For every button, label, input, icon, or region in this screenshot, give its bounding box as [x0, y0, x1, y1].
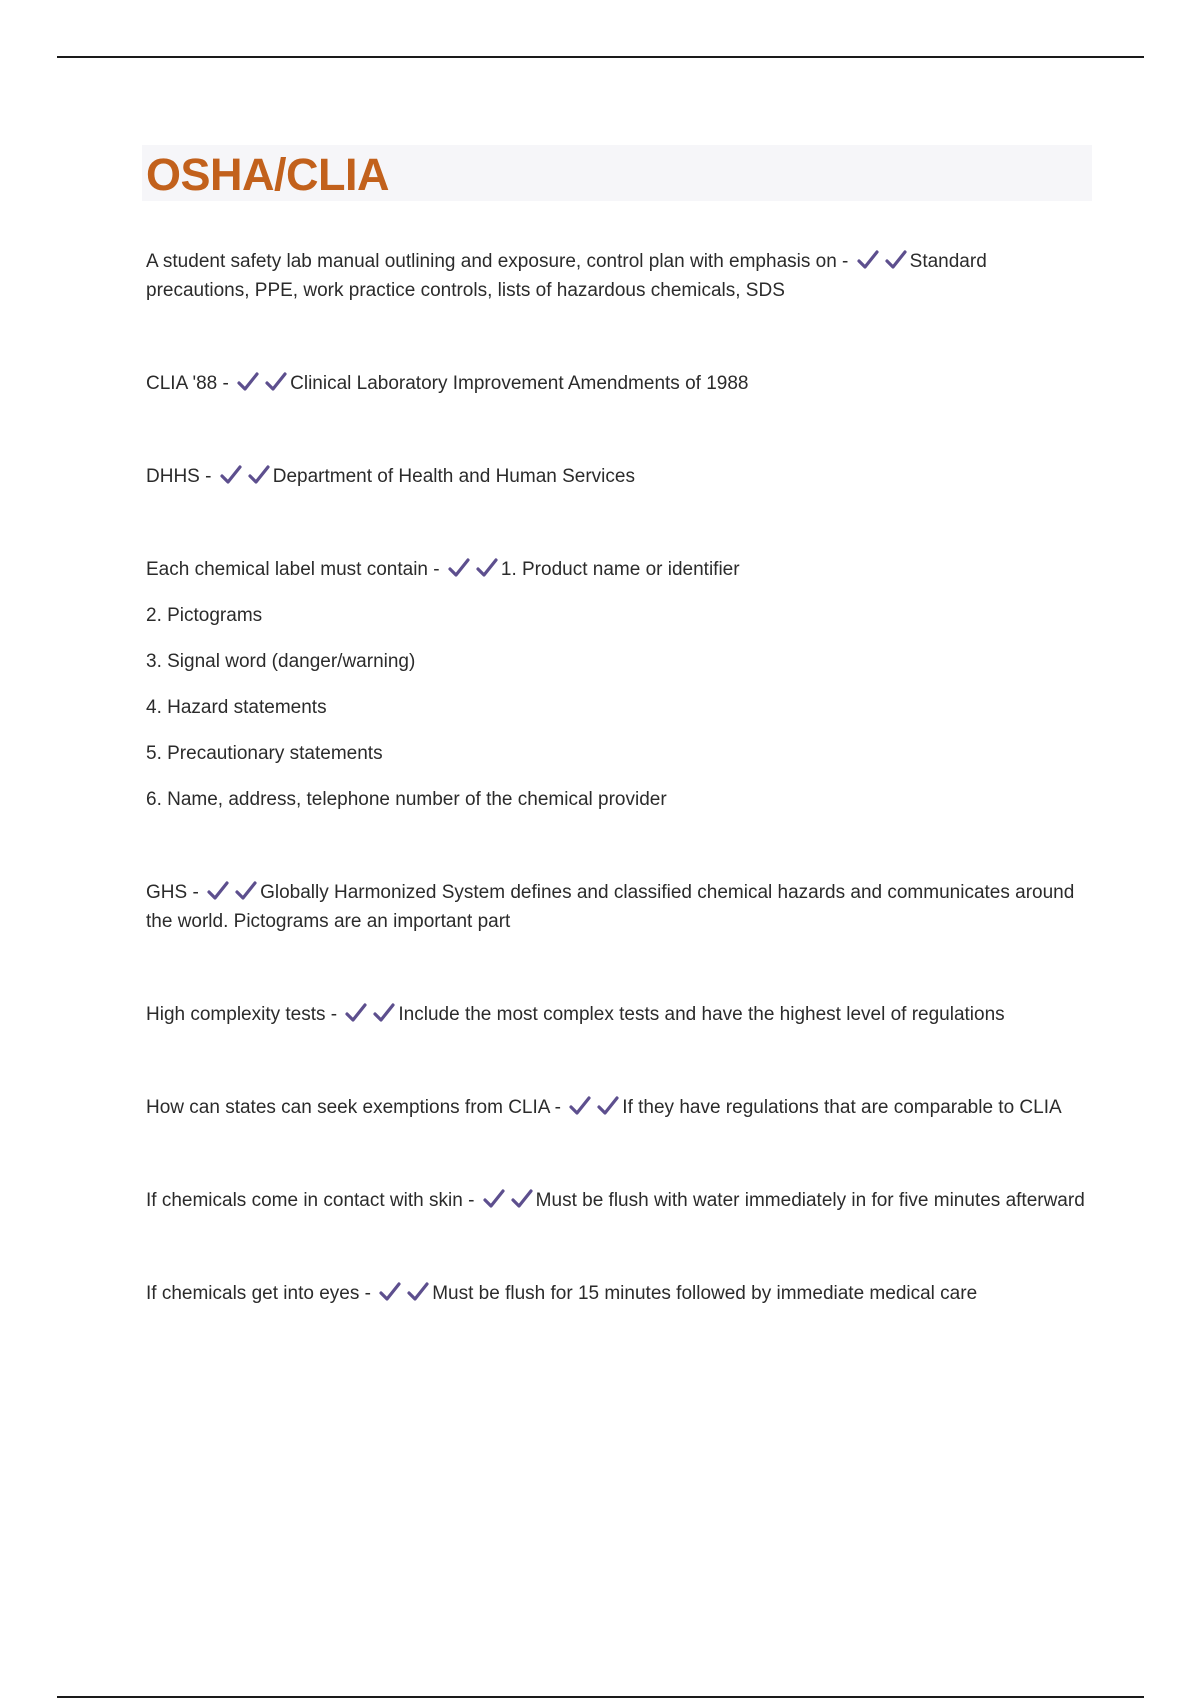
checkmark-icon — [220, 465, 242, 485]
flashcard-term: If chemicals come in contact with skin - — [146, 1190, 475, 1211]
checkmark-icon — [248, 465, 270, 485]
flashcard-line — [146, 462, 1091, 491]
checkmark-icon — [885, 250, 907, 270]
double-check-marks — [445, 559, 501, 580]
flashcard-line — [146, 555, 1091, 584]
double-check-marks — [217, 466, 273, 487]
double-check-marks — [234, 373, 290, 394]
flashcard-line — [146, 247, 1091, 305]
double-check-marks — [480, 1190, 536, 1211]
flashcard-answer: Must be flush for 15 minutes followed by immediate medical care — [432, 1283, 978, 1304]
flashcard — [146, 878, 1091, 936]
flashcard-answer: 1. Product name or identifier — [500, 559, 740, 580]
checkmark-icon — [237, 372, 259, 392]
flashcard-line — [146, 878, 1091, 936]
double-check-marks — [376, 1283, 432, 1304]
checkmark-icon — [476, 558, 498, 578]
checkmark-icon — [345, 1003, 367, 1023]
label-requirement-item: 3. Signal word (danger/warning) — [146, 651, 416, 672]
flashcard-term: If chemicals get into eyes - — [146, 1283, 371, 1304]
flashcard-line — [146, 1279, 1091, 1308]
flashcard-term: CLIA '88 - — [146, 373, 229, 394]
footer-rule — [57, 1696, 1144, 1698]
flashcard-answer: Clinical Laboratory Improvement Amendments of 1988 — [290, 373, 749, 394]
flashcard-line — [146, 1186, 1091, 1215]
double-check-marks — [204, 882, 260, 903]
double-check-marks — [566, 1097, 622, 1118]
label-requirement-item: 2. Pictograms — [146, 605, 263, 626]
double-check-marks — [342, 1004, 398, 1025]
flashcard — [146, 1093, 1091, 1122]
flashcard-list — [146, 247, 1091, 1308]
flashcard — [146, 1279, 1091, 1308]
document-title: OSHA/CLIA — [146, 149, 389, 200]
flashcard-term: DHHS - — [146, 466, 212, 487]
flashcard-answer: Department of Health and Human Services — [272, 466, 635, 487]
double-check-marks — [854, 251, 910, 272]
checkmark-icon — [207, 881, 229, 901]
flashcard — [146, 247, 1091, 305]
flashcard-answer: Globally Harmonized System defines and classified chemical hazards and communicates around the world. Pictograms are an important part — [146, 882, 1075, 932]
checkmark-icon — [373, 1003, 395, 1023]
checkmark-icon — [379, 1282, 401, 1302]
flashcard-line — [146, 1093, 1091, 1122]
flashcard — [146, 555, 1091, 814]
flashcard-answer: Must be flush with water immediately in for five minutes afterward — [535, 1190, 1085, 1211]
header-rule — [57, 56, 1144, 58]
flashcard-line — [146, 1000, 1091, 1029]
flashcard-term: High complexity tests - — [146, 1004, 338, 1025]
checkmark-icon — [448, 558, 470, 578]
checkmark-icon — [569, 1096, 591, 1116]
checkmark-icon — [483, 1189, 505, 1209]
label-requirement-item: 6. Name, address, telephone number of the chemical provider — [146, 789, 667, 810]
flashcard — [146, 1186, 1091, 1215]
flashcard — [146, 369, 1091, 398]
flashcard-answer: Standard precautions, PPE, work practice controls, lists of hazardous chemicals, SDS — [146, 251, 987, 301]
label-requirement-item: 4. Hazard statements — [146, 697, 327, 718]
flashcard-answer: Include the most complex tests and have the highest level of regulations — [398, 1004, 1005, 1025]
flashcard-term: How can states can seek exemptions from CLIA - — [146, 1097, 562, 1118]
flashcard — [146, 462, 1091, 491]
flashcard — [146, 1000, 1091, 1029]
flashcard-answer: If they have regulations that are comparable to CLIA — [622, 1097, 1062, 1118]
checkmark-icon — [407, 1282, 429, 1302]
checkmark-icon — [597, 1096, 619, 1116]
label-requirement-item: 5. Precautionary statements — [146, 743, 383, 764]
checkmark-icon — [511, 1189, 533, 1209]
checkmark-icon — [857, 250, 879, 270]
checkmark-icon — [235, 881, 257, 901]
flashcard-term: Each chemical label must contain - — [146, 559, 440, 580]
flashcard-term: A student safety lab manual outlining and exposure, control plan with emphasis on - — [146, 251, 849, 272]
checkmark-icon — [265, 372, 287, 392]
flashcard-term: GHS - — [146, 882, 199, 903]
flashcard-line — [146, 369, 1091, 398]
